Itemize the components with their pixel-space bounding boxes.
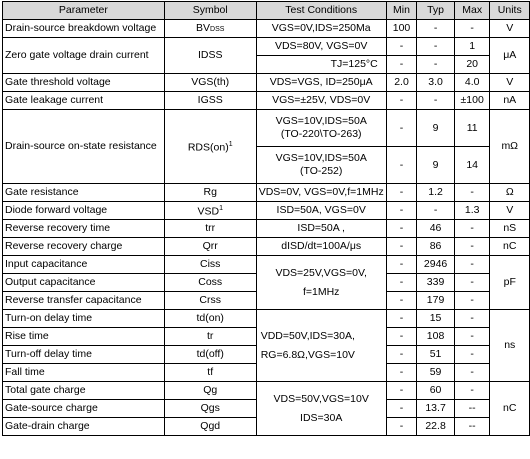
- unit-gate-charge: nC: [490, 382, 530, 436]
- header-row: [3, 2, 530, 20]
- param-qgs: Gate-source charge: [3, 400, 165, 418]
- unit-capacitance: pF: [490, 256, 530, 310]
- typ-rg: 1.2: [417, 184, 455, 202]
- param-qgd: Gate-drain charge: [3, 418, 165, 436]
- table-row: [3, 202, 530, 220]
- max-ciss: -: [454, 256, 490, 274]
- min-tdon: -: [386, 310, 417, 328]
- min-tf: -: [386, 364, 417, 382]
- typ-qrr: 86: [417, 238, 455, 256]
- max-tf: -: [454, 364, 490, 382]
- symbol-qgd: Qgd: [164, 418, 256, 436]
- unit-vgsth: V: [490, 74, 530, 92]
- symbol-trr: trr: [164, 220, 256, 238]
- cond-trr: ISD=50A ,: [256, 220, 386, 238]
- cond-qrr: dISD/dt=100A/μs: [256, 238, 386, 256]
- cond-igss: VGS=±25V, VDS=0V: [256, 92, 386, 110]
- max-trr: -: [454, 220, 490, 238]
- cond-rdson-1: VGS=10V,IDS=50A (TO-220\TO-263): [256, 110, 386, 147]
- min-coss: -: [386, 274, 417, 292]
- table-row: [3, 38, 530, 56]
- symbol-igss: IGSS: [164, 92, 256, 110]
- cond-vgsth: VDS=VGS, ID=250μA: [256, 74, 386, 92]
- min-idss-1: -: [386, 38, 417, 56]
- param-coss: Output capacitance: [3, 274, 165, 292]
- typ-tdon: 15: [417, 310, 455, 328]
- min-vsd: -: [386, 202, 417, 220]
- param-crss: Reverse transfer capacitance: [3, 292, 165, 310]
- param-vgsth: Gate threshold voltage: [3, 74, 165, 92]
- min-crss: -: [386, 292, 417, 310]
- header-typ: Typ: [417, 2, 455, 20]
- max-rdson-1: 11: [454, 110, 490, 147]
- typ-igss: -: [417, 92, 455, 110]
- max-rdson-2: 14: [454, 147, 490, 184]
- max-qgd: --: [454, 418, 490, 436]
- symbol-qgs: Qgs: [164, 400, 256, 418]
- symbol-qrr: Qrr: [164, 238, 256, 256]
- symbol-rdson: RDS(on)$^1$: [164, 110, 256, 184]
- table-row: [3, 220, 530, 238]
- param-ciss: Input capacitance: [3, 256, 165, 274]
- symbol-vgsth: VGS(th): [164, 74, 256, 92]
- table-row: [3, 256, 530, 274]
- min-qg: -: [386, 382, 417, 400]
- typ-qg: 60: [417, 382, 455, 400]
- param-tdoff: Turn-off delay time: [3, 346, 165, 364]
- symbol-bvdss: BVDSS: [164, 20, 256, 38]
- min-vgsth: 2.0: [386, 74, 417, 92]
- table-row: [3, 382, 530, 400]
- symbol-tf: tf: [164, 364, 256, 382]
- min-trr: -: [386, 220, 417, 238]
- header-symbol: Symbol: [164, 2, 256, 20]
- max-vgsth: 4.0: [454, 74, 490, 92]
- header-parameter: Parameter: [3, 2, 165, 20]
- typ-idss-2: -: [417, 56, 455, 74]
- symbol-ciss: Ciss: [164, 256, 256, 274]
- typ-trr: 46: [417, 220, 455, 238]
- cond-bvdss: VGS=0V,IDS=250Ma: [256, 20, 386, 38]
- typ-crss: 179: [417, 292, 455, 310]
- max-qrr: -: [454, 238, 490, 256]
- symbol-tdoff: td(off): [164, 346, 256, 364]
- unit-trr: nS: [490, 220, 530, 238]
- table-row: [3, 238, 530, 256]
- table-row: [3, 310, 530, 328]
- typ-tf: 59: [417, 364, 455, 382]
- symbol-rg: Rg: [164, 184, 256, 202]
- unit-idss: μA: [490, 38, 530, 74]
- header-min: Min: [386, 2, 417, 20]
- symbol-tdon: td(on): [164, 310, 256, 328]
- param-bvdss: Drain-source breakdown voltage: [3, 20, 165, 38]
- typ-idss-1: -: [417, 38, 455, 56]
- min-tdoff: -: [386, 346, 417, 364]
- param-rg: Gate resistance: [3, 184, 165, 202]
- min-rdson-1: -: [386, 110, 417, 147]
- min-qgs: -: [386, 400, 417, 418]
- header-test-conditions: Test Conditions: [256, 2, 386, 20]
- table-row: [3, 110, 530, 147]
- min-bvdss: 100: [386, 20, 417, 38]
- param-rdson: Drain-source on-state resistance: [3, 110, 165, 184]
- max-tdoff: -: [454, 346, 490, 364]
- electrical-characteristics-table: [2, 1, 530, 436]
- param-qg: Total gate charge: [3, 382, 165, 400]
- max-tdon: -: [454, 310, 490, 328]
- param-tf: Fall time: [3, 364, 165, 382]
- table-row: [3, 184, 530, 202]
- min-rdson-2: -: [386, 147, 417, 184]
- cond-rg: VDS=0V, VGS=0V,f=1MHz: [256, 184, 386, 202]
- unit-igss: nA: [490, 92, 530, 110]
- typ-ciss: 2946: [417, 256, 455, 274]
- typ-vgsth: 3.0: [417, 74, 455, 92]
- symbol-idss: IDSS: [164, 38, 256, 74]
- max-qgs: --: [454, 400, 490, 418]
- max-vsd: 1.3: [454, 202, 490, 220]
- header-max: Max: [454, 2, 490, 20]
- max-qg: -: [454, 382, 490, 400]
- param-idss: Zero gate voltage drain current: [3, 38, 165, 74]
- symbol-qg: Qg: [164, 382, 256, 400]
- max-idss-1: 1: [454, 38, 490, 56]
- max-rg: -: [454, 184, 490, 202]
- cond-idss-2: TJ=125°C: [256, 56, 386, 74]
- cond-gate-charge: VDS=50V,VGS=10V IDS=30A: [256, 382, 386, 436]
- unit-qrr: nC: [490, 238, 530, 256]
- typ-coss: 339: [417, 274, 455, 292]
- symbol-tr: tr: [164, 328, 256, 346]
- min-qrr: -: [386, 238, 417, 256]
- table-row: [3, 74, 530, 92]
- max-idss-2: 20: [454, 56, 490, 74]
- typ-tr: 108: [417, 328, 455, 346]
- cond-vsd: ISD=50A, VGS=0V: [256, 202, 386, 220]
- header-units: Units: [490, 2, 530, 20]
- typ-vsd: -: [417, 202, 455, 220]
- typ-qgs: 13.7: [417, 400, 455, 418]
- max-igss: ±100: [454, 92, 490, 110]
- param-qrr: Reverse recovery charge: [3, 238, 165, 256]
- typ-rdson-1: 9: [417, 110, 455, 147]
- min-igss: -: [386, 92, 417, 110]
- max-tr: -: [454, 328, 490, 346]
- param-tdon: Turn-on delay time: [3, 310, 165, 328]
- table-row: [3, 92, 530, 110]
- symbol-crss: Crss: [164, 292, 256, 310]
- unit-rdson: mΩ: [490, 110, 530, 184]
- symbol-coss: Coss: [164, 274, 256, 292]
- min-idss-2: -: [386, 56, 417, 74]
- cond-switching: VDD=50V,IDS=30A, RG=6.8Ω,VGS=10V: [256, 310, 386, 382]
- unit-switching: ns: [490, 310, 530, 382]
- max-crss: -: [454, 292, 490, 310]
- typ-bvdss: -: [417, 20, 455, 38]
- param-tr: Rise time: [3, 328, 165, 346]
- typ-rdson-2: 9: [417, 147, 455, 184]
- param-trr: Reverse recovery time: [3, 220, 165, 238]
- unit-vsd: V: [490, 202, 530, 220]
- table-row: [3, 20, 530, 38]
- unit-bvdss: V: [490, 20, 530, 38]
- min-ciss: -: [386, 256, 417, 274]
- param-igss: Gate leakage current: [3, 92, 165, 110]
- typ-tdoff: 51: [417, 346, 455, 364]
- unit-rg: Ω: [490, 184, 530, 202]
- min-rg: -: [386, 184, 417, 202]
- symbol-vsd: VSD$^1$: [164, 202, 256, 220]
- cond-rdson-2: VGS=10V,IDS=50A (TO-252): [256, 147, 386, 184]
- max-coss: -: [454, 274, 490, 292]
- cond-idss-1: VDS=80V, VGS=0V: [256, 38, 386, 56]
- min-tr: -: [386, 328, 417, 346]
- min-qgd: -: [386, 418, 417, 436]
- max-bvdss: -: [454, 20, 490, 38]
- cond-capacitance: VDS=25V,VGS=0V, f=1MHz: [256, 256, 386, 310]
- typ-qgd: 22.8: [417, 418, 455, 436]
- param-vsd: Diode forward voltage: [3, 202, 165, 220]
